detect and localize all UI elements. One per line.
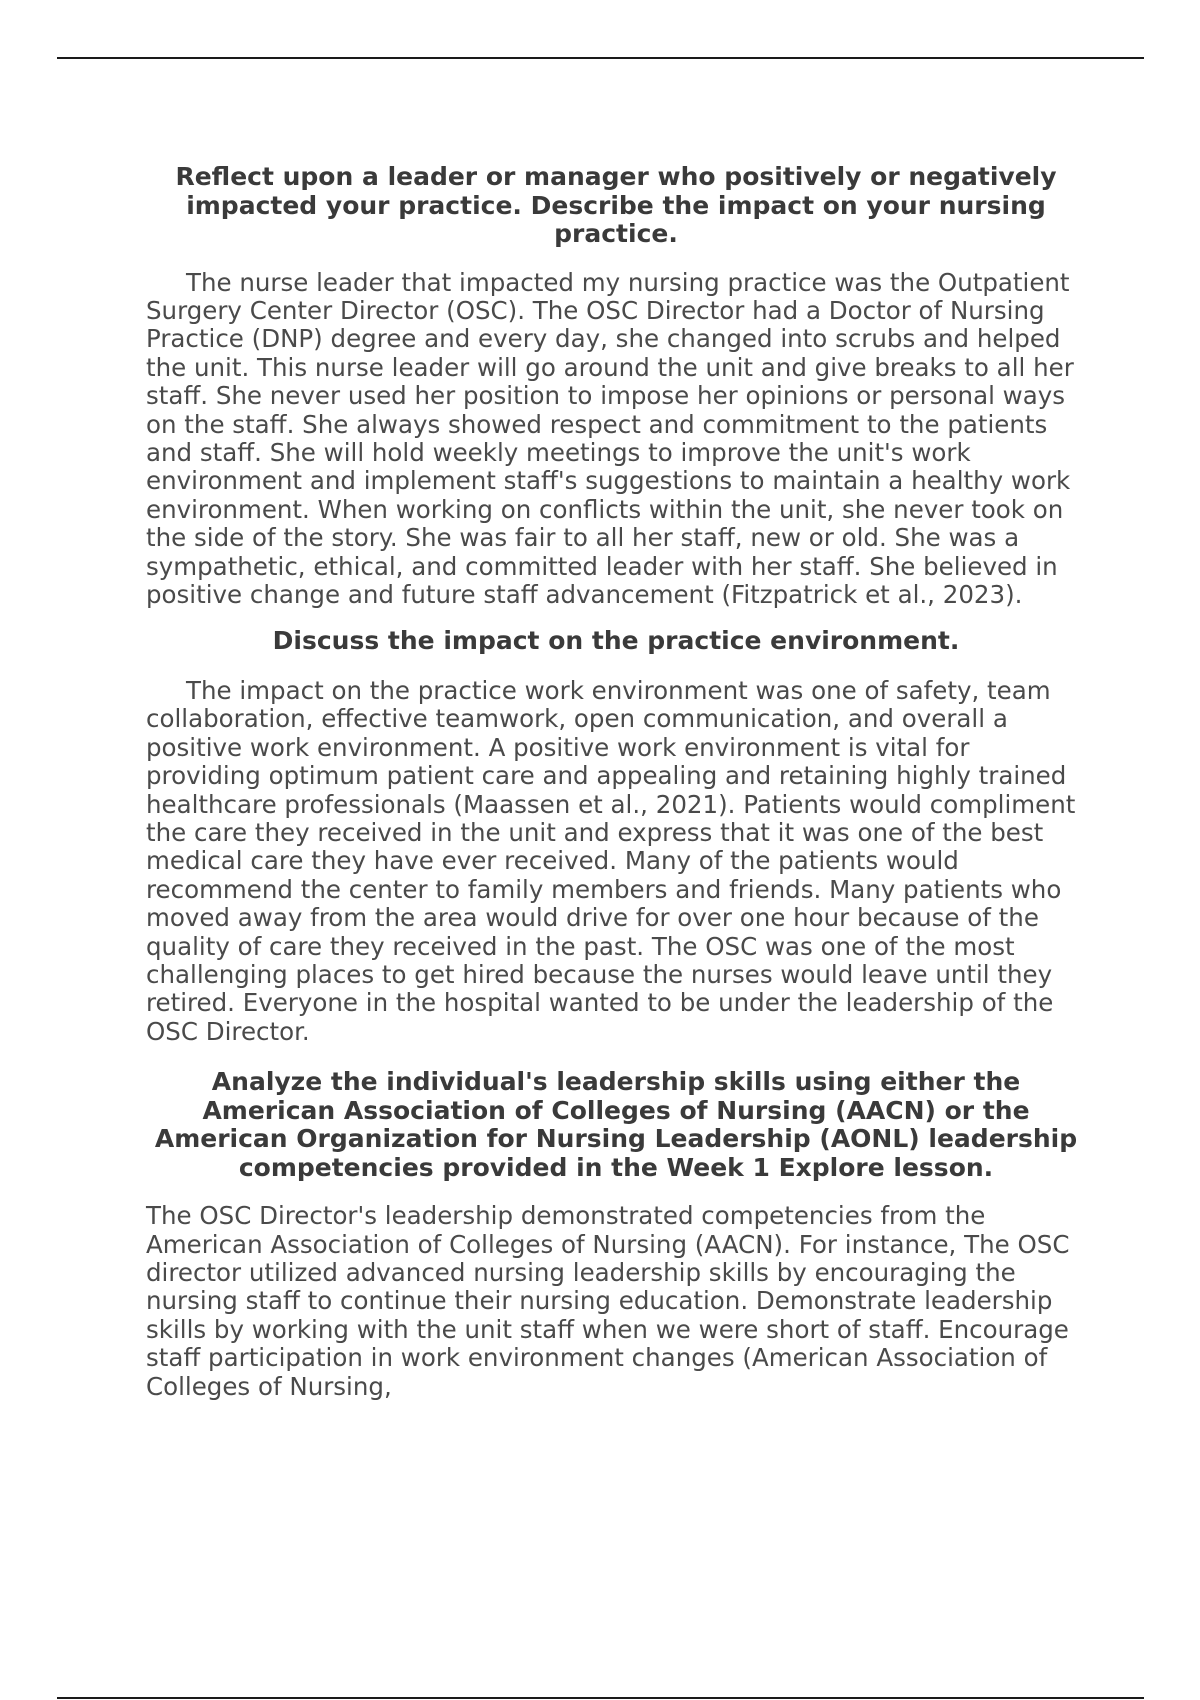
- section-heading-impact: Discuss the impact on the practice environment.: [272, 626, 960, 656]
- document-body: [146, 163, 1086, 1401]
- bottom-rule: [57, 1697, 1144, 1699]
- section-body-reflect: The nurse leader that impacted my nursing practice was the Outpatient Surgery Center Director (OSC). The OSC Director had a Doctor of Nursing Practice (DNP) degree and every day, she changed into scrubs and helped the unit. This nurse leader will go around the unit and give breaks to all her staff. She never used her position to impose her opinions or personal ways on the staff. She always showed respect and commitment to the patients and staff. She will hold weekly meetings to improve the unit's work environment and implement staff's suggestions to maintain a healthy work environment. When working on conflicts within the unit, she never took on the side of the story. She was fair to all her staff, new or old. She was a sympathetic, ethical, and committed leader with her staff. She believed in positive change and future staff advancement (Fitzpatrick et al., 2023).: [146, 267, 1074, 609]
- top-rule: [57, 57, 1144, 59]
- section-heading-analyze: Analyze the individual's leadership skills using either the American Association of Colleges of Nursing (AACN) or the American Organization for Nursing Leadership (AONL) leadership competencies provided in the Week 1 Explore lesson.: [154, 1067, 1078, 1182]
- section-body-impact: The impact on the practice work environment was one of safety, team collaboration, effective teamwork, open communication, and overall a positive work environment. A positive work environment is vital for providing optimum patient care and appealing and retaining highly trained healthcare professionals (Maassen et al., 2021). Patients would compliment the care they received in the unit and express that it was one of the best medical care they have ever received. Many of the patients would recommend the center to family members and friends. Many patients who moved away from the area would drive for over one hour because of the quality of care they received in the past. The OSC was one of the most challenging places to get hired because the nurses would leave until they retired. Everyone in the hospital wanted to be under the leadership of the OSC Director.: [146, 675, 1076, 1046]
- section-body-analyze: The OSC Director's leadership demonstrated competencies from the American Association of Colleges of Nursing (AACN). For instance, The OSC director utilized advanced nursing leadership skills by encouraging the nursing staff to continue their nursing education. Demonstrate leadership skills by working with the unit staff when we were short of staff. Encourage staff participation in work environment changes (American Association of Colleges of Nursing,: [146, 1201, 1070, 1401]
- section-heading-reflect: Reflect upon a leader or manager who positively or negatively impacted your practice. Describe the impact on your nursing practice.: [175, 162, 1057, 248]
